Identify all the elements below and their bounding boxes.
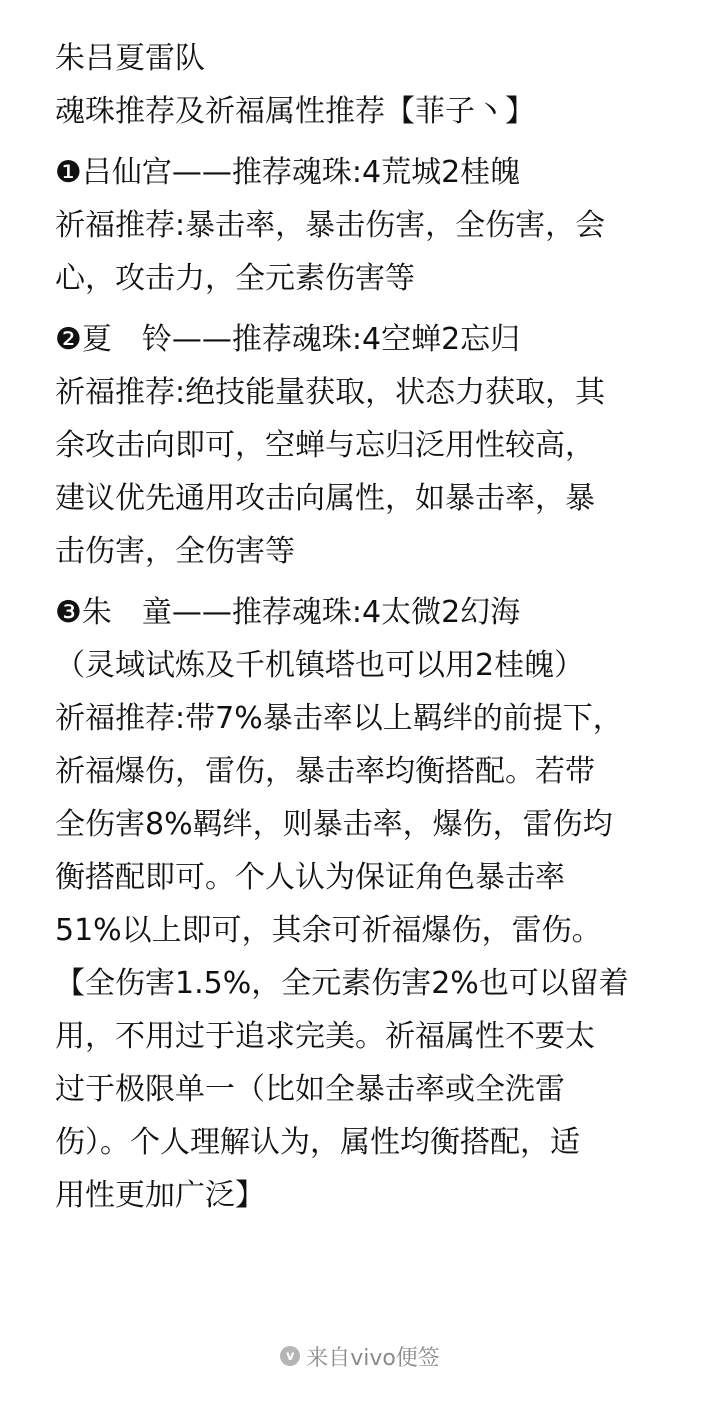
note-line: ❸朱 童——推荐魂珠:4太微2幻海 (55, 595, 521, 630)
vivo-logo-icon: v (280, 1346, 300, 1366)
note-line: ❶吕仙宫——推荐魂珠:4荒城2桂魄 (55, 155, 521, 190)
note-line: 【全伤害1.5%，全元素伤害2%也可以留着 (55, 966, 629, 1001)
note-line: ❷夏 铃——推荐魂珠:4空蝉2忘归 (55, 322, 521, 357)
note-line: 全伤害8%羁绊，则暴击率，爆伤，雷伤均 (55, 807, 613, 842)
note-line: 祈福爆伤，雷伤，暴击率均衡搭配。若带 (55, 754, 595, 789)
note-line: 用，不用过于追求完美。祈福属性不要太 (55, 1019, 595, 1054)
note-line: 衡搭配即可。个人认为保证角色暴击率 (55, 860, 565, 895)
note-line: 祈福推荐:带7%暴击率以上羁绊的前提下， (55, 701, 623, 736)
note-content (55, 32, 675, 1222)
note-line: 击伤害，全伤害等 (55, 534, 295, 569)
note-line: 祈福推荐:暴击率，暴击伤害，全伤害，会 (55, 208, 606, 243)
note-line: 余攻击向即可，空蝉与忘归泛用性较高， (55, 428, 595, 463)
note-line: 建议优先通用攻击向属性，如暴击率，暴 (55, 481, 595, 516)
note-line: 用性更加广泛】 (55, 1178, 265, 1213)
note-title: 朱吕夏雷队 (55, 41, 205, 76)
footer-text: 来自vivo便签 (306, 1345, 440, 1371)
note-line: 心，攻击力，全元素伤害等 (55, 261, 415, 296)
note-line: 伤）。个人理解认为，属性均衡搭配，适 (55, 1125, 580, 1160)
note-line: 过于极限单一（比如全暴击率或全洗雷 (55, 1072, 565, 1107)
note-line: 祈福推荐:绝技能量获取，状态力获取，其 (55, 375, 606, 410)
source-footer (0, 1340, 720, 1372)
note-line: 51%以上即可，其余可祈福爆伤，雷伤。 (55, 913, 602, 948)
note-subtitle: 魂珠推荐及祈福属性推荐【菲子丶】 (55, 94, 535, 129)
note-line: （灵域试炼及千机镇塔也可以用2桂魄） (55, 648, 585, 683)
